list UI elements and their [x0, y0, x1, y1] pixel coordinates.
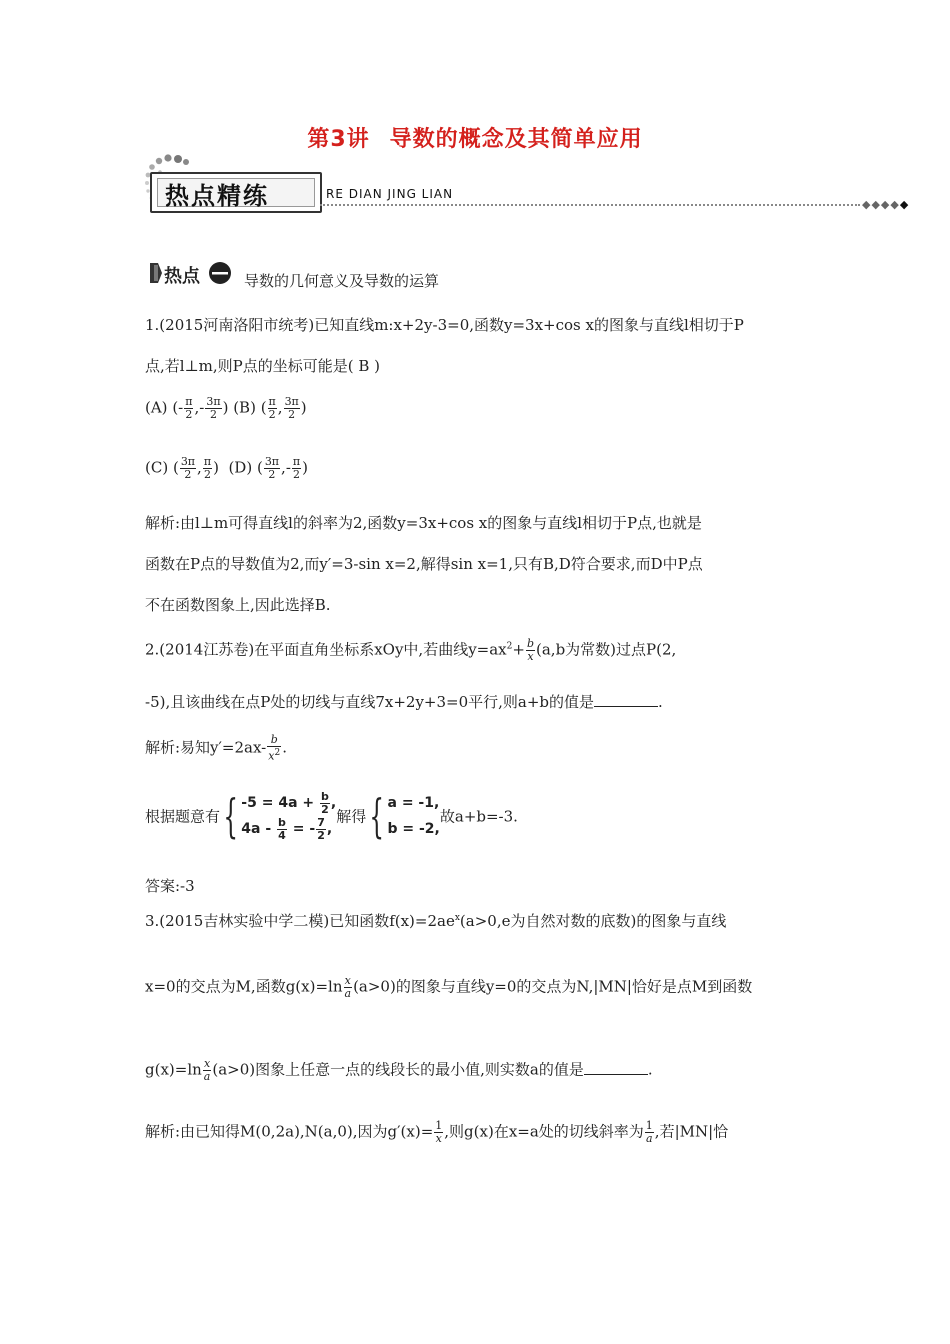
q2-line1: 2.(2014江苏卷)在平面直角坐标系xOy中,若曲线$y=ax^2+$ $\frac{b}{x}$ (a,b为常数)过点P(2, [145, 637, 677, 663]
option-a-label: (A) [145, 398, 168, 417]
lecture-title: 导数的概念及其简单应用 [389, 127, 643, 152]
q1-line2: 点,若l⊥m,则P点的坐标可能是( B ) [145, 357, 381, 375]
q2-solution-line1: 解析:易知y′=2ax- $\frac{b}{x^2}$ . [145, 733, 287, 763]
q3-line3: g(x)=ln $\frac{x}{a}$ (a>0)图象上任意一点的线段长的最小值,则实数a的值是 . [145, 1057, 653, 1083]
q3-solution-line1: 解析:由已知得M(0,2a),N(a,0),因为g′(x)= $\frac{1}{x}$ ,则g(x)在x=a处的切线斜率为 $\frac{1}{a}$ ,若|MN|恰 [145, 1119, 729, 1145]
q1-line1: 1.(2015河南洛阳市统考)已知直线m:x+2y-3=0,函数y=3x+cos x的图象与直线l相切于P [145, 316, 744, 334]
option-b-label: (B) [233, 398, 256, 417]
lecture-number: 第3讲 [307, 127, 370, 152]
diamond-ornament-icon: ◆◆◆◆◆ [862, 198, 910, 211]
dotted-divider [320, 204, 860, 206]
answer-blank [584, 1060, 648, 1075]
q2-line2: -5),且该曲线在点P处的切线与直线7x+2y+3=0平行,则a+b的值是 . [145, 693, 663, 711]
option-c-label: (C) [145, 458, 169, 477]
q1-solution-line2: 函数在P点的导数值为2,而y′=3-sin x=2,解得sin x=1,只有B,D符合要求,而D中P点 [145, 555, 703, 573]
q1-solution-line1: 解析:由l⊥m可得直线l的斜率为2,函数y=3x+cos x的图象与直线l相切于P点,也就是 [145, 514, 702, 532]
option-d-label: (D) [228, 458, 253, 477]
page-title [0, 122, 950, 153]
banner-label: 热点精练 [165, 182, 269, 210]
q1-options-cd: (C) ( $\frac{3\pi}{2}$ , $\frac{\pi}{2}$ ) (D) ( $\frac{3\pi}{2}$ ,- $\frac{\pi}{2}$ ) [145, 455, 308, 481]
section-tag-label: 热点 [164, 266, 200, 287]
banner-subtitle: RE DIAN JING LIAN [326, 187, 454, 201]
section-title: 导数的几何意义及导数的运算 [244, 272, 440, 290]
q1-options-ab: (A) (- $\frac{\pi}{2}$ ,- $\frac{3\pi}{2}$ ) (B) ( $\frac{\pi}{2}$ , $\frac{3\pi}{2}$ ) [145, 395, 307, 421]
answer-blank [594, 692, 658, 707]
q2-solution-system: 根据题意有{ -5 = 4a + $\frac{b}{2}$ , 4a - $\frac{b}{4}$ = - $\frac{7}{2}$ ,解得{ a = -1, b = -2,故a+b=-3. [145, 789, 518, 843]
q2-answer: 答案:-3 [145, 877, 195, 895]
q1-solution-line3: 不在函数图象上,因此选择B. [145, 596, 331, 614]
q3-line2: x=0的交点为M,函数g(x)=ln $\frac{x}{a}$ (a>0)的图象与直线y=0的交点为N,|MN|恰好是点M到函数 [145, 974, 753, 1000]
q3-line1: 3.(2015吉林实验中学二模)已知函数$f(x)=2ae^x(a>0,e$为自然对数的底数)的图象与直线 [145, 912, 727, 930]
